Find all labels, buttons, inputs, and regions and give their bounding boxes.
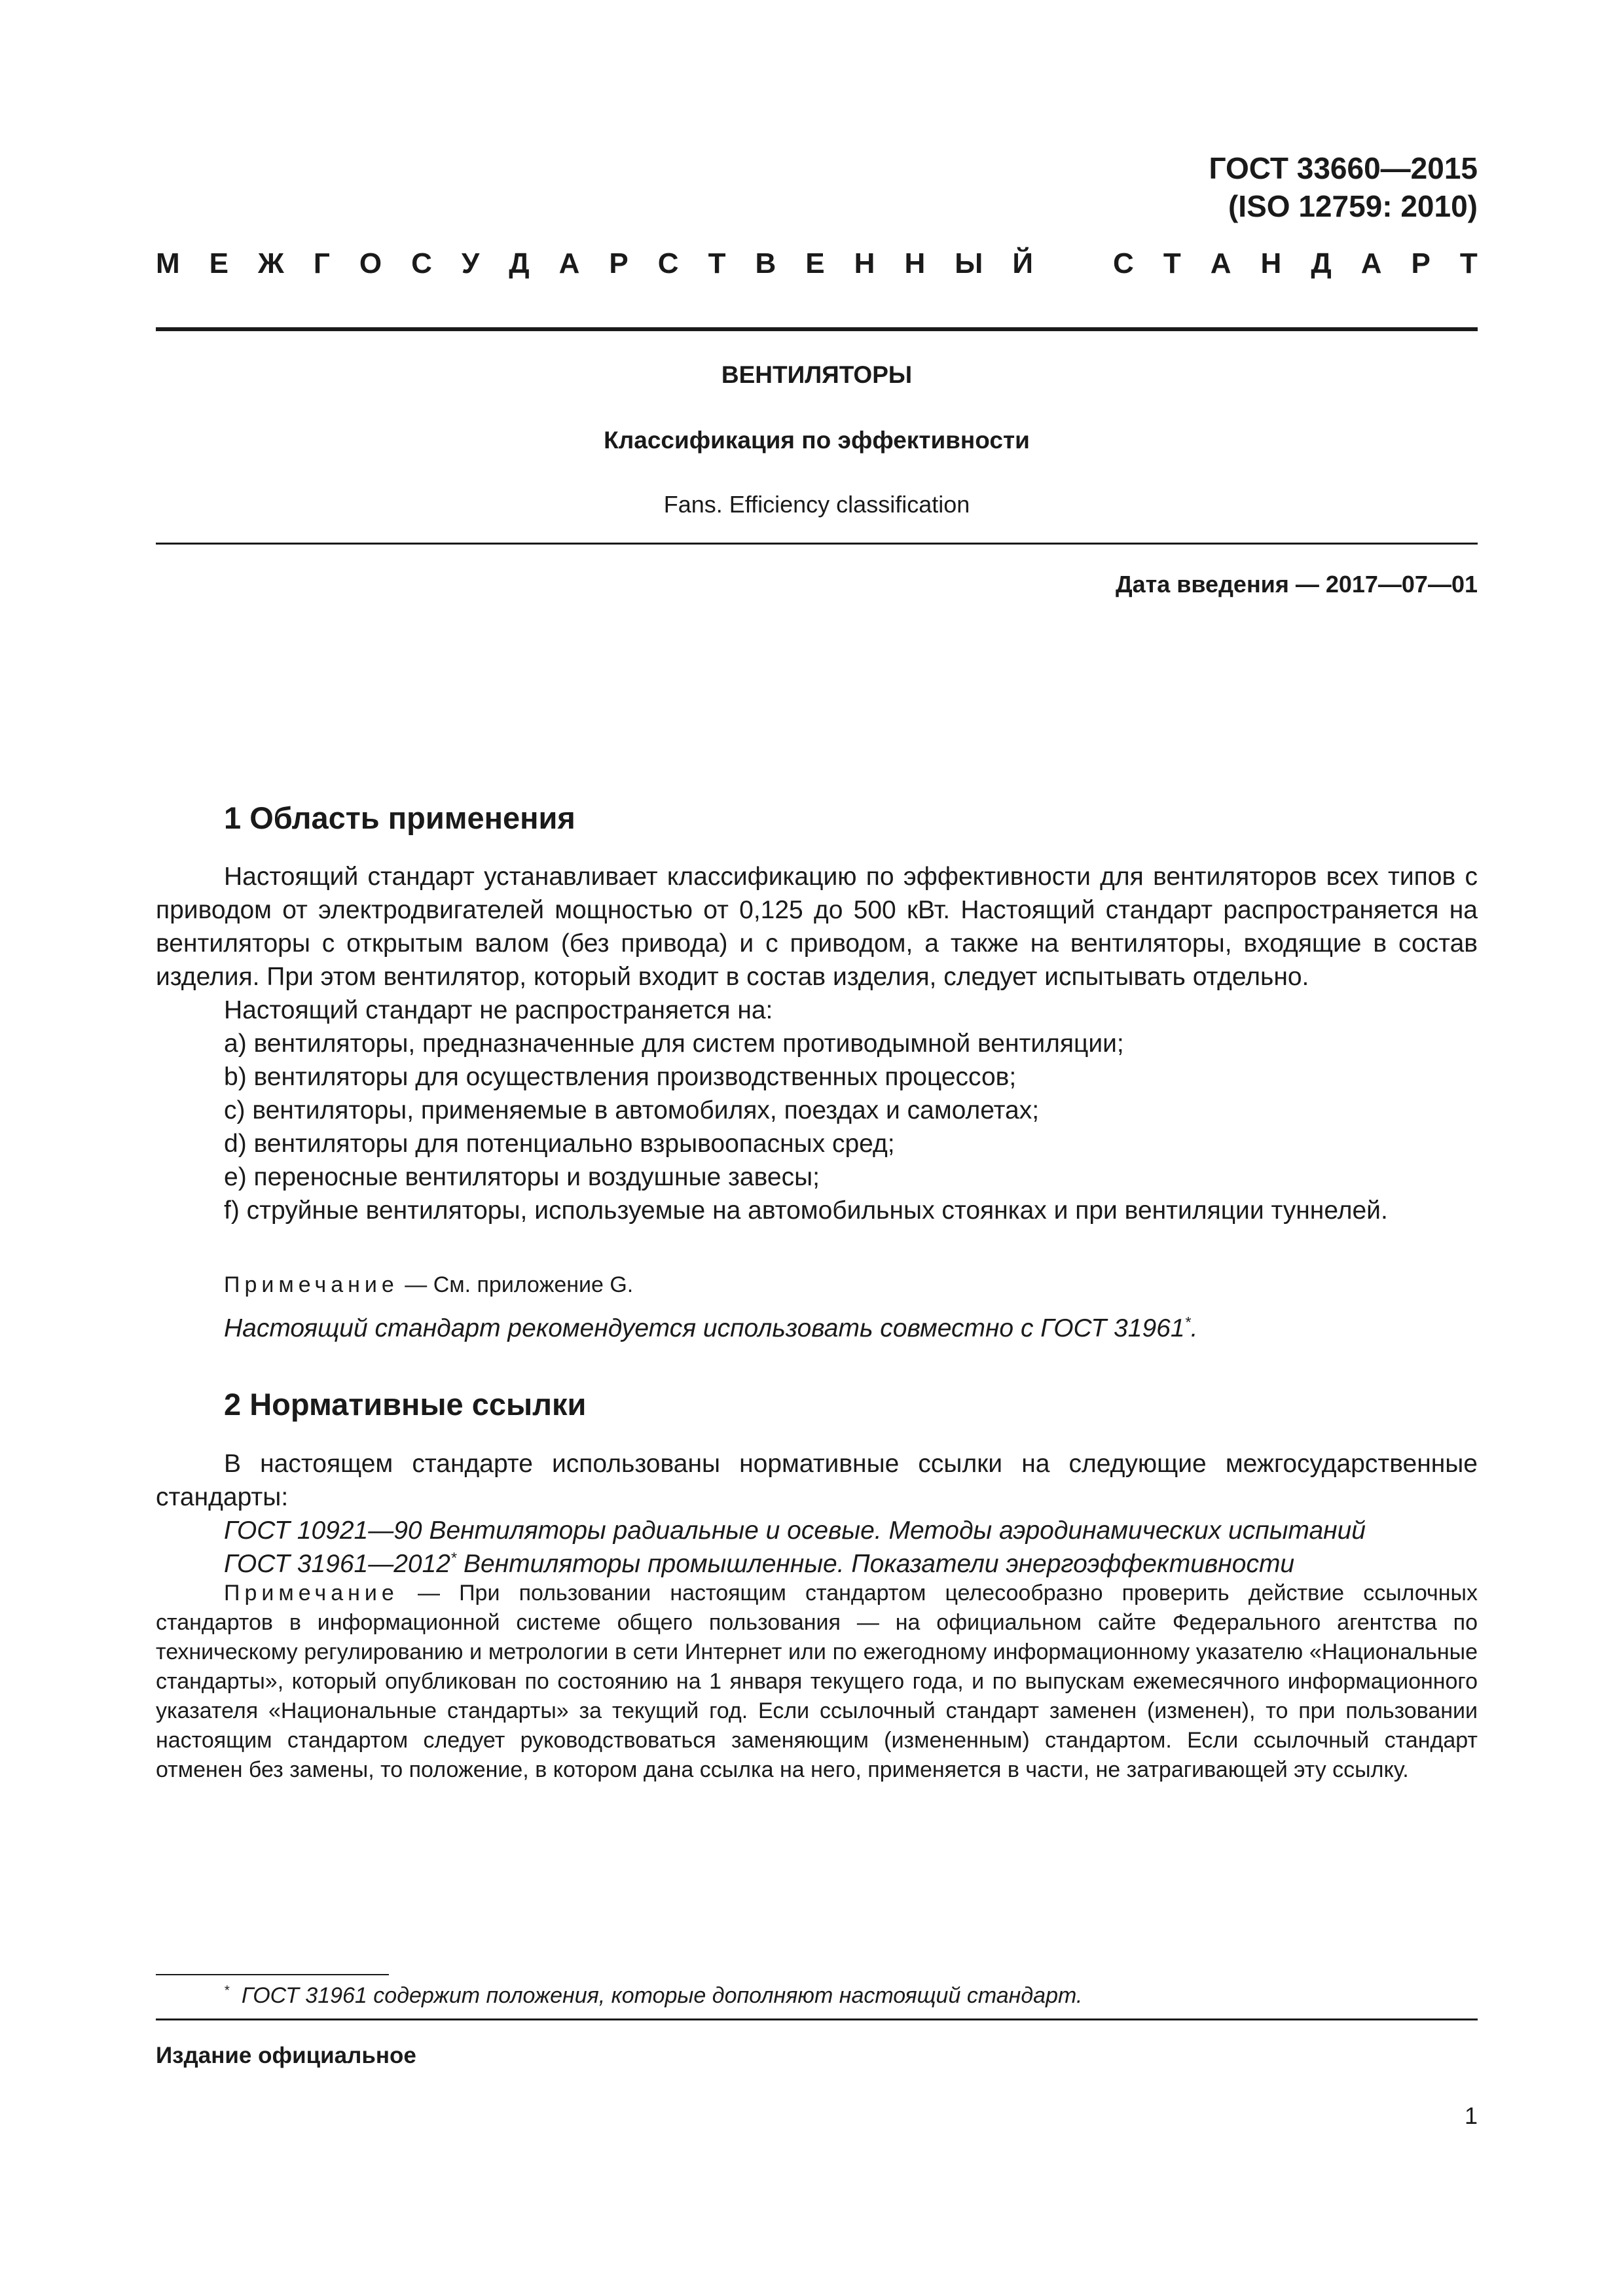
footnote-mark: *: [1184, 1314, 1191, 1331]
reference-code: ГОСТ 31961—2012: [224, 1550, 450, 1578]
banner-letter: Ы: [955, 247, 983, 279]
section-1-paragraph: Настоящий стандарт устанавливает классификацию по эффективности для вентиляторов всех типов с приводом от электродвигателей мощностью от 0,125 до 500 кВт. Настоящий стандарт распространяется на вентиляторы с открытым валом (без привода) и с приводом, а также на вентиляторы, входящие в состав изделия. При этом вентилятор, который входит в состав изделия, следует испытывать отдельно.: [156, 863, 1478, 991]
iso-number: (ISO 12759: 2010): [1228, 189, 1478, 223]
recommendation-sentence: Настоящий стандарт рекомендуется использовать совместно с ГОСТ 31961: [224, 1314, 1185, 1342]
banner-letter: Р: [1411, 247, 1431, 279]
banner-letter: Г: [313, 247, 330, 279]
banner-letter: М: [156, 247, 180, 279]
footer-rule: [156, 2018, 1478, 2020]
note-text: — При пользовании настоящим стандартом целесообразно проверить действие ссылочных стандартов в информационной системе общего пользования — на официальном сайте Федерального агентства по техническому регулированию и метрологии в сети Интернет или по ежегодному информационному указателю «Национальные стандарты», который опубликован по состоянию на 1 января текущего года, и по выпускам ежемесячного информационного указателя «Национальные стандарты» за текущий год. Если ссылочный стандарт заменен (изменен), то при пользовании настоящим стандартом следует руководствоваться заменяющим (измененным) стандартом. Если ссылочный стандарт отменен без замены, то положение, в котором дана ссылка на него, применяется в части, не затрагивающей эту ссылку.: [156, 1581, 1478, 1782]
gost-number: ГОСТ 33660—2015: [1209, 151, 1478, 185]
banner-letter: Н: [904, 247, 926, 279]
footnote: [224, 1983, 1082, 2009]
footnote-rule: [156, 1974, 389, 1975]
footnote-text: ГОСТ 31961 содержит положения, которые дополняют настоящий стандарт.: [241, 1983, 1083, 2008]
banner-letter: Д: [509, 247, 530, 279]
exclusion-item: b) вентиляторы для осуществления производственных процессов;: [224, 1063, 1017, 1091]
section-2-body: [156, 1447, 1478, 1581]
introduction-date: Дата введения — 2017—07—01: [1115, 571, 1478, 598]
title-rule: [156, 543, 1478, 545]
footnote-mark: *: [450, 1549, 457, 1566]
normative-reference: ГОСТ 10921—90 Вентиляторы радиальные и осевые. Методы аэродинамических испытаний: [224, 1516, 1366, 1545]
section-2-note: [156, 1579, 1478, 1785]
banner-letter: Т: [1459, 247, 1478, 279]
banner-letter: Ж: [258, 247, 284, 279]
section-2-paragraph: В настоящем стандарте использованы нормативные ссылки на следующие межгосударственные стандарты:: [156, 1450, 1478, 1511]
banner-word-gap: [1063, 247, 1084, 287]
section-1-exclusions-intro: Настоящий стандарт не распространяется на:: [224, 996, 773, 1024]
official-edition-label: Издание официальное: [156, 2043, 416, 2068]
note-text: — См. приложение G.: [398, 1272, 634, 1297]
standard-title: ВЕНТИЛЯТОРЫ: [721, 361, 913, 388]
reference-title: Вентиляторы промышленные. Показатели энергоэффективности: [456, 1550, 1295, 1578]
banner-letter: Т: [708, 247, 726, 279]
section-2-heading: 2 Нормативные ссылки: [224, 1387, 587, 1422]
banner-letter: А: [1360, 247, 1382, 279]
normative-reference: [156, 1547, 1478, 1581]
exclusion-item: c) вентиляторы, применяемые в автомобилях, поездах и самолетах;: [224, 1096, 1040, 1124]
note-label: Примечание: [224, 1272, 399, 1297]
banner-letter: Н: [854, 247, 875, 279]
exclusion-item: d) вентиляторы для потенциально взрывоопасных сред;: [224, 1130, 895, 1158]
banner-letter: С: [657, 247, 679, 279]
banner-letter: Й: [1012, 247, 1033, 279]
exclusion-item: f) струйные вентиляторы, используемые на автомобильных стоянках и при вентиляции туннелей.: [224, 1196, 1388, 1225]
banner-letter: С: [1113, 247, 1134, 279]
section-1-body: [156, 860, 1478, 1227]
note-label: Примечание: [224, 1581, 399, 1605]
exclusion-item: e) переносные вентиляторы и воздушные завесы;: [224, 1163, 820, 1191]
header-rule: [156, 327, 1478, 331]
banner-letter: Д: [1311, 247, 1332, 279]
section-1-note: [224, 1272, 633, 1298]
banner-letter: Е: [209, 247, 229, 279]
banner-letter: Т: [1163, 247, 1181, 279]
standard-subtitle: Классификация по эффективности: [604, 427, 1030, 454]
footnote-mark: *: [224, 1983, 229, 1998]
banner-letter: У: [461, 247, 480, 279]
section-1-heading: 1 Область применения: [224, 800, 575, 835]
recommendation-text: [224, 1314, 1197, 1343]
banner-letter: В: [755, 247, 776, 279]
banner-letter: Н: [1260, 247, 1282, 279]
banner-letter: Е: [805, 247, 825, 279]
english-title: Fans. Efficiency classification: [663, 491, 970, 518]
sentence-end: .: [1190, 1314, 1198, 1342]
exclusion-item: a) вентиляторы, предназначенные для систем противодымной вентиляции;: [224, 1030, 1124, 1058]
standard-type-banner: [156, 247, 1478, 287]
page-number: 1: [1464, 2102, 1478, 2129]
document-number-block: [1209, 149, 1478, 225]
banner-letter: А: [558, 247, 580, 279]
banner-letter: Р: [609, 247, 629, 279]
banner-letter: С: [411, 247, 432, 279]
banner-letter: А: [1210, 247, 1231, 279]
banner-letter: О: [359, 247, 382, 279]
